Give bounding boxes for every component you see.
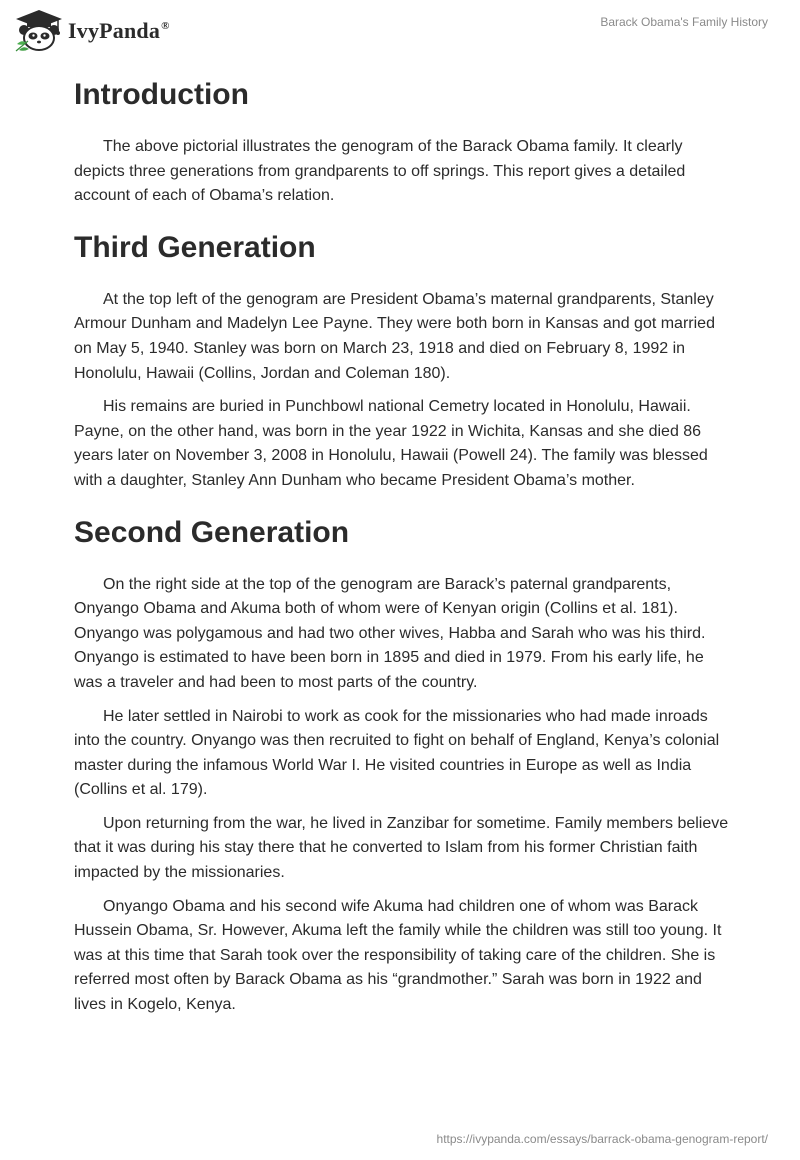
logo-wordmark bbox=[68, 18, 170, 44]
section-heading: Second Generation bbox=[74, 515, 350, 549]
paragraph: At the top left of the genogram are President Obama’s maternal grandparents, Stanley Armour Dunham and Madelyn Lee Payne. They were both born in Kansas and got married on May 5, 1940. Stanley was born on March 23, 1918 and died on February 8, 1992 in Honolulu, Hawaii (Collins, Jordan and Coleman 180). bbox=[74, 290, 715, 382]
section-heading: Third Generation bbox=[74, 230, 316, 264]
section-third-generation bbox=[74, 227, 734, 494]
section-introduction bbox=[74, 74, 734, 209]
section-second-generation bbox=[74, 512, 734, 1018]
document-running-title: Barack Obama's Family History bbox=[600, 15, 768, 29]
paragraph: The above pictorial illustrates the genogram of the Barack Obama family. It clearly depicts three generations from grandparents to off springs. This report gives a detailed account of each of Obama’s relation. bbox=[74, 138, 686, 205]
paragraph: On the right side at the top of the genogram are Barack’s paternal grandparents, Onyango Obama and Akuma both of whom were of Kenyan origin (Collins et al. 181). Onyango was polygamous and had two other wives, Habba and Sarah who was his third. Onyango is estimated to have been born in 1895 and died in 1979. From his early life, he was a traveler and had been to most parts of the country. bbox=[74, 575, 706, 691]
paragraph: Onyango Obama and his second wife Akuma had children one of whom was Barack Hussein Obama, Sr. However, Akuma left the family while the children was still too young. It was at this time that Sarah took over the responsibility of taking care of the children. She is referred most often by Barack Obama as his “grandmother.” Sarah was born in 1922 and lives in Kogelo, Kenya. bbox=[74, 897, 722, 1014]
logo-text: IvyPanda bbox=[68, 18, 161, 43]
page-header bbox=[0, 0, 800, 60]
paragraph: Upon returning from the war, he lived in Zanzibar for sometime. Family members believe that it was during his stay there that he converted to Islam from his former Christian faith impacted by the missionaries. bbox=[74, 814, 729, 882]
source-url-link[interactable]: https://ivypanda.com/essays/barrack-obama-genogram-report/ bbox=[436, 1132, 768, 1146]
ivypanda-logo[interactable] bbox=[14, 8, 170, 52]
paragraph: His remains are buried in Punchbowl national Cemetry located in Honolulu, Hawaii. Payne, on the other hand, was born in the year 1922 in Wichita, Kansas and she died 86 years later on November 3, 2008 in Honolulu, Hawaii (Powell 24). The family was blessed with a daughter, Stanley Ann Dunham who became President Obama’s mother. bbox=[74, 398, 708, 489]
section-heading: Introduction bbox=[74, 78, 249, 111]
registered-mark: ® bbox=[161, 20, 170, 32]
panda-graduate-icon bbox=[14, 8, 64, 52]
essay-body bbox=[74, 70, 734, 1018]
paragraph: He later settled in Nairobi to work as cook for the missionaries who had made inroads into the country. Onyango was then recruited to fight on behalf of England, Kenya’s colonial master during the infamous World War I. He visited countries in Europe as well as India (Collins et al. 179). bbox=[74, 707, 720, 799]
